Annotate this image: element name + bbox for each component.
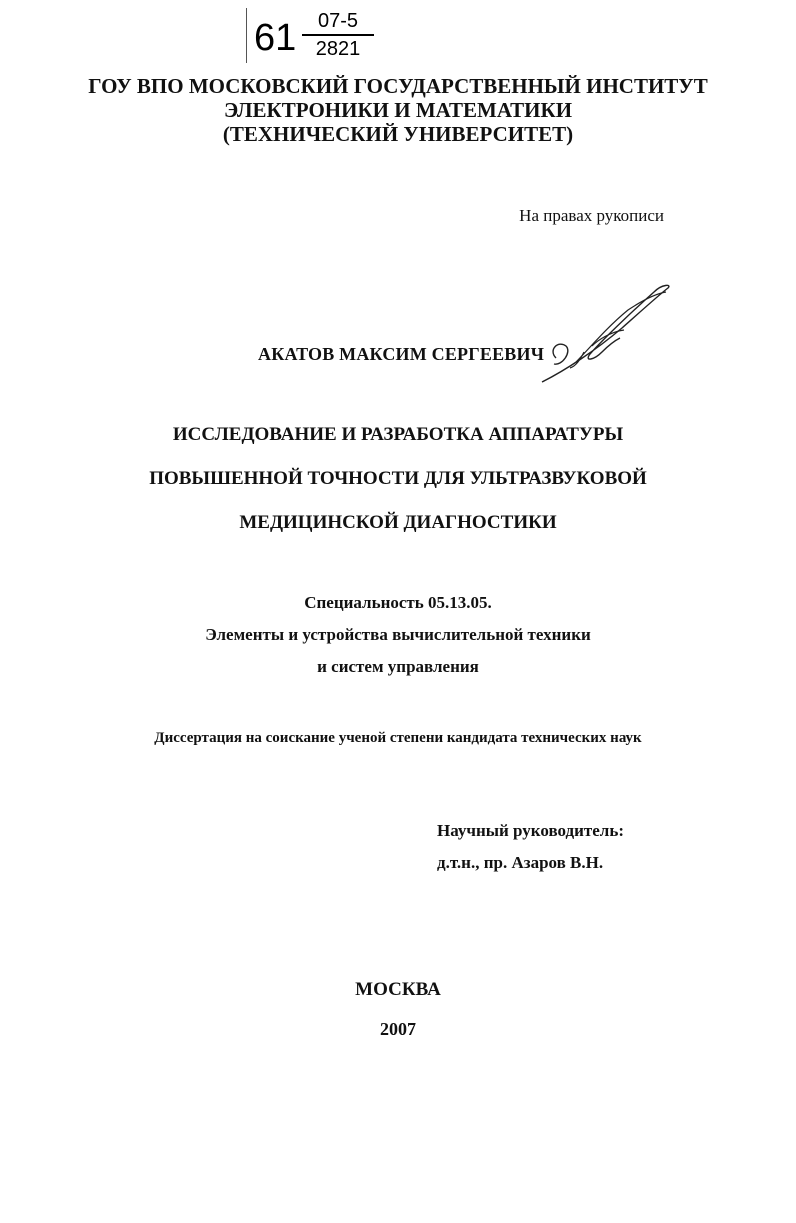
organization-line-1: ГОУ ВПО МОСКОВСКИЙ ГОСУДАРСТВЕННЫЙ ИНСТИТУТ	[88, 74, 708, 98]
dissertation-title	[0, 413, 796, 545]
year: 2007	[380, 1019, 416, 1039]
advisor-label: Научный руководитель:	[437, 821, 624, 840]
stamp-denominator: 2821	[315, 38, 361, 60]
advisor-block	[437, 815, 624, 879]
specialty-line-3: и систем управления	[317, 657, 479, 676]
stamp-numerator: 07-5	[317, 10, 359, 32]
title-line-2: ПОВЫШЕННОЙ ТОЧНОСТИ ДЛЯ УЛЬТРАЗВУКОВОЙ	[149, 468, 647, 489]
archive-stamp-fraction	[302, 10, 374, 60]
title-line-1: ИССЛЕДОВАНИЕ И РАЗРАБОТКА АППАРАТУРЫ	[172, 424, 624, 445]
organization-line-3: (ТЕХНИЧЕСКИЙ УНИВЕРСИТЕТ)	[222, 122, 574, 146]
specialty-line-2: Элементы и устройства вычислительной техники	[205, 625, 591, 644]
city: МОСКВА	[355, 979, 441, 1000]
specialty-block	[0, 587, 796, 683]
stamp-fraction-bar	[302, 34, 374, 36]
dissertation-degree-note: Диссертация на соискание ученой степени кандидата технических наук	[154, 730, 642, 746]
title-line-3: МЕДИЦИНСКОЙ ДИАГНОСТИКИ	[239, 512, 557, 533]
organization-header	[0, 74, 796, 146]
organization-line-2: ЭЛЕКТРОНИКИ И МАТЕМАТИКИ	[223, 98, 573, 122]
specialty-code: Специальность 05.13.05.	[304, 593, 492, 612]
manuscript-rights-note: На правах рукописи	[519, 206, 664, 225]
advisor-name: д.т.н., пр. Азаров В.Н.	[437, 853, 604, 872]
archive-stamp-number: 61	[254, 17, 297, 59]
author-signature	[536, 280, 676, 390]
stamp-margin-line	[246, 8, 247, 63]
author-name: АКАТОВ МАКСИМ СЕРГЕЕВИЧ	[258, 344, 545, 364]
